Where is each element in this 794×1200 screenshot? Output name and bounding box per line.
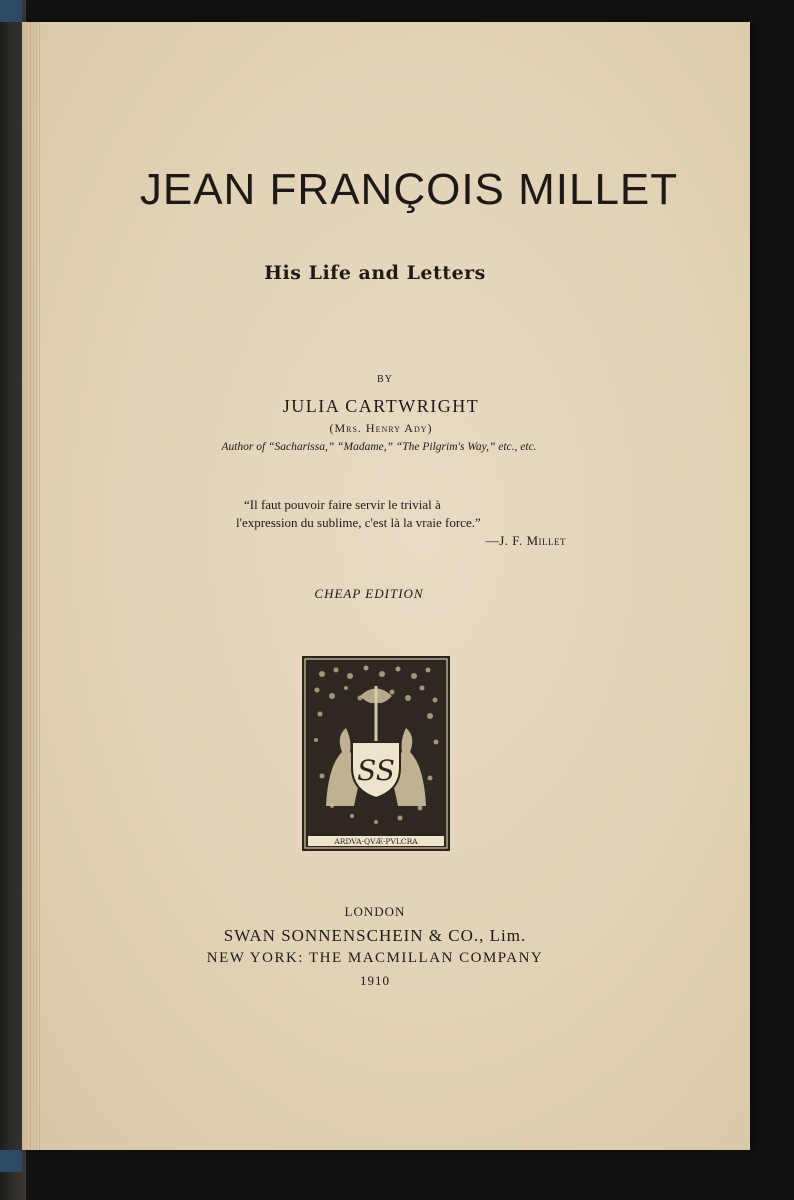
by-line: BY — [377, 374, 393, 385]
imprint-publisher: SWAN SONNENSCHEIN & CO., Lim. — [223, 926, 527, 945]
device-motto: ARDVA·QVÆ·PVLCRA — [334, 837, 418, 846]
epigraph-attribution: —J. F. Millet — [485, 533, 566, 548]
author-alternate-name: (Mrs. Henry Ady) — [329, 421, 433, 435]
imprint-newyork: NEW YORK: THE MACMILLAN COMPANY — [206, 950, 544, 966]
epigraph — [236, 496, 566, 550]
book-title: JEAN FRANÇOIS MILLET — [139, 165, 679, 214]
imprint-city: LONDON — [344, 904, 406, 919]
epigraph-line-2: l'expression du sublime, c'est là la vraie force.” — [236, 515, 481, 530]
author-works: Author of “Sacharissa,” “Madame,” “The Pilgrim's Way,” etc., etc. — [221, 441, 537, 453]
spine-label-bottom — [0, 1150, 22, 1172]
publisher-device — [302, 656, 450, 851]
book-subtitle: His Life and Letters — [264, 262, 486, 284]
edition-label: CHEAP EDITION — [314, 586, 424, 601]
author-name: JULIA CARTWRIGHT — [282, 396, 480, 416]
imprint-year: 1910 — [360, 973, 390, 988]
spine-label-top — [0, 0, 22, 22]
device-monogram: SS — [357, 754, 395, 787]
epigraph-line-1: “Il faut pouvoir faire servir le trivial à — [244, 497, 441, 512]
